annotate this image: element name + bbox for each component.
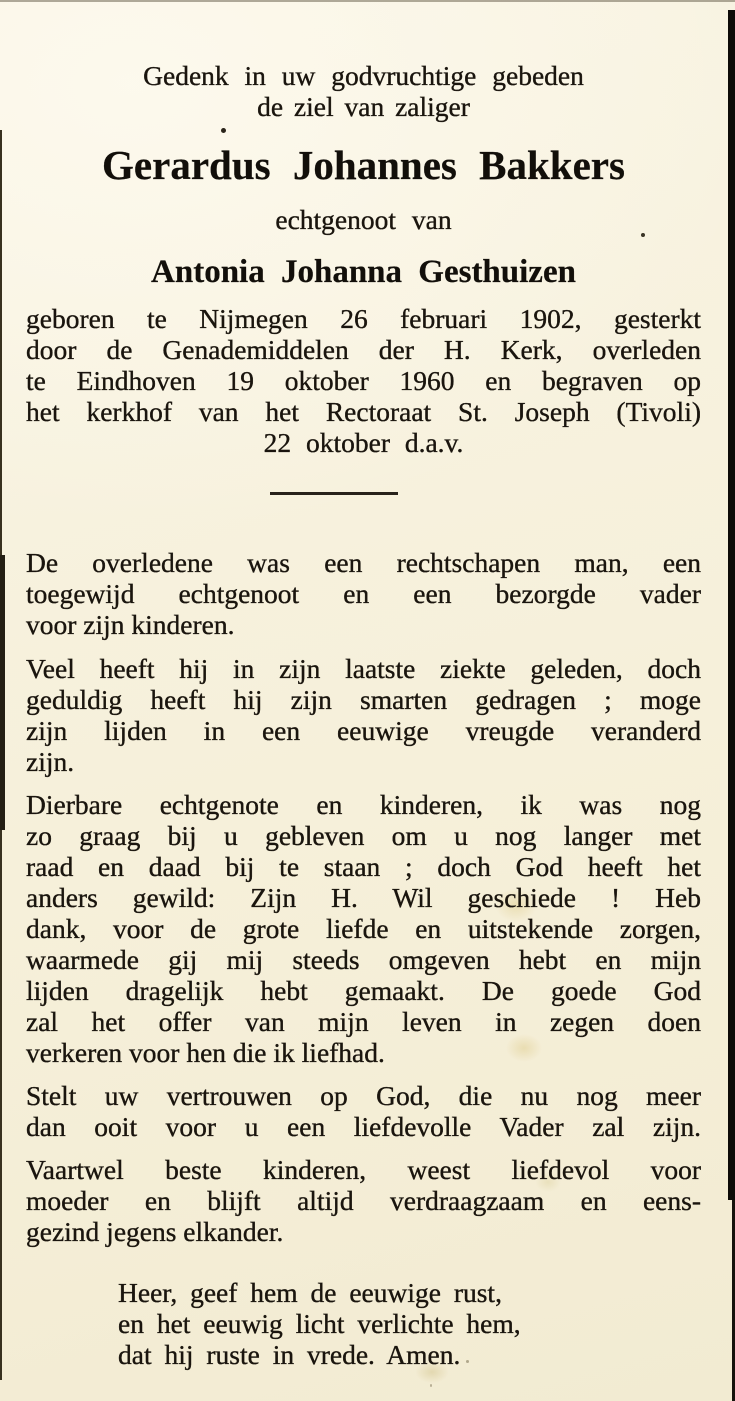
text-line: De overledene was een rechtschapen man, een (26, 547, 701, 578)
intro-line-1: Gedenk in uw godvruchtige gebeden (143, 60, 584, 91)
ink-dot-artifact (221, 128, 226, 133)
text-line: Dierbare echtgenote en kinderen, ik was nog (26, 789, 701, 820)
vitals-line: het kerkhof van het Rectoraat St. Joseph (Tivoli) (26, 396, 701, 427)
text-line: gezind jegens elkander. (26, 1216, 284, 1247)
paper-speck-artifact (466, 1360, 469, 1363)
text-line: dan ooit voor u een liefdevolle Vader zal zijn. (26, 1111, 701, 1142)
text-line: zo graag bij u gebleven om u nog langer met (26, 820, 701, 851)
text-line: geduldig heeft hij zijn smarten gedragen ; moge (26, 684, 701, 715)
text-line: voor zijn kinderen. (26, 609, 235, 640)
intro-line-2: de ziel van zaliger (257, 91, 470, 122)
text-line: raad en daad bij te staan ; doch God heeft het (26, 851, 701, 882)
relation-label: echtgenoot van (275, 204, 452, 235)
text-line: verkeren voor hen die ik liefhad. (26, 1037, 385, 1068)
divider-rule (270, 492, 398, 495)
prayer-line: Heer, geef hem de eeuwige rust, (118, 1277, 502, 1308)
ink-dot-artifact (641, 233, 645, 237)
text-line: zijn. (26, 746, 75, 777)
prayer-line: en het eeuwig licht verlichte hem, (118, 1308, 521, 1339)
vitals-paragraph (26, 303, 701, 458)
obituary-paragraph-5 (26, 1154, 701, 1247)
text-line: lijden dragelijk hebt gemaakt. De goede God (26, 975, 701, 1006)
text-line: dank, voor de grote liefde en uitstekende zorgen, (26, 913, 701, 944)
card-header (26, 60, 701, 291)
obituary-paragraph-3 (26, 789, 701, 1068)
text-line: Vaartwel beste kinderen, weest liefdevol voor (26, 1154, 701, 1185)
text-line: Veel heeft hij in zijn laatste ziekte geleden, doch (26, 653, 701, 684)
paper-speck-artifact (430, 1384, 432, 1387)
text-line: zijn lijden in een eeuwige vreugde veranderd (26, 715, 701, 746)
vitals-line: geboren te Nijmegen 26 februari 1902, gesterkt (26, 303, 701, 334)
text-line: Stelt uw vertrouwen op God, die nu nog meer (26, 1080, 701, 1111)
deceased-name: Gerardus Johannes Bakkers (102, 142, 625, 188)
text-line: waarmede gij mij steeds omgeven hebt en mijn (26, 944, 701, 975)
obituary-paragraph-2 (26, 653, 701, 777)
vitals-line: 22 oktober d.a.v. (263, 427, 464, 458)
closing-prayer (26, 1277, 701, 1370)
obituary-paragraph-1 (26, 547, 701, 640)
vitals-line: door de Genademiddelen der H. Kerk, overleden (26, 334, 701, 365)
text-line: toegewijd echtgenoot en een bezorgde vader (26, 578, 701, 609)
text-line: moeder en blijft altijd verdraagzaam en eens- (26, 1185, 701, 1216)
vitals-line: te Eindhoven 19 oktober 1960 en begraven op (26, 365, 701, 396)
obituary-paragraph-4 (26, 1080, 701, 1142)
scan-edge-top (0, 0, 735, 2)
spouse-name: Antonia Johanna Gesthuizen (151, 254, 576, 290)
scan-edge-right (728, 10, 735, 1200)
prayer-line: dat hij ruste in vrede. Amen. (118, 1339, 461, 1370)
text-line: anders gewild: Zijn H. Wil geschiede ! Heb (26, 882, 701, 913)
scan-edge-left-mid (0, 555, 5, 830)
text-line: zal het offer van mijn leven in zegen doen (26, 1006, 701, 1037)
